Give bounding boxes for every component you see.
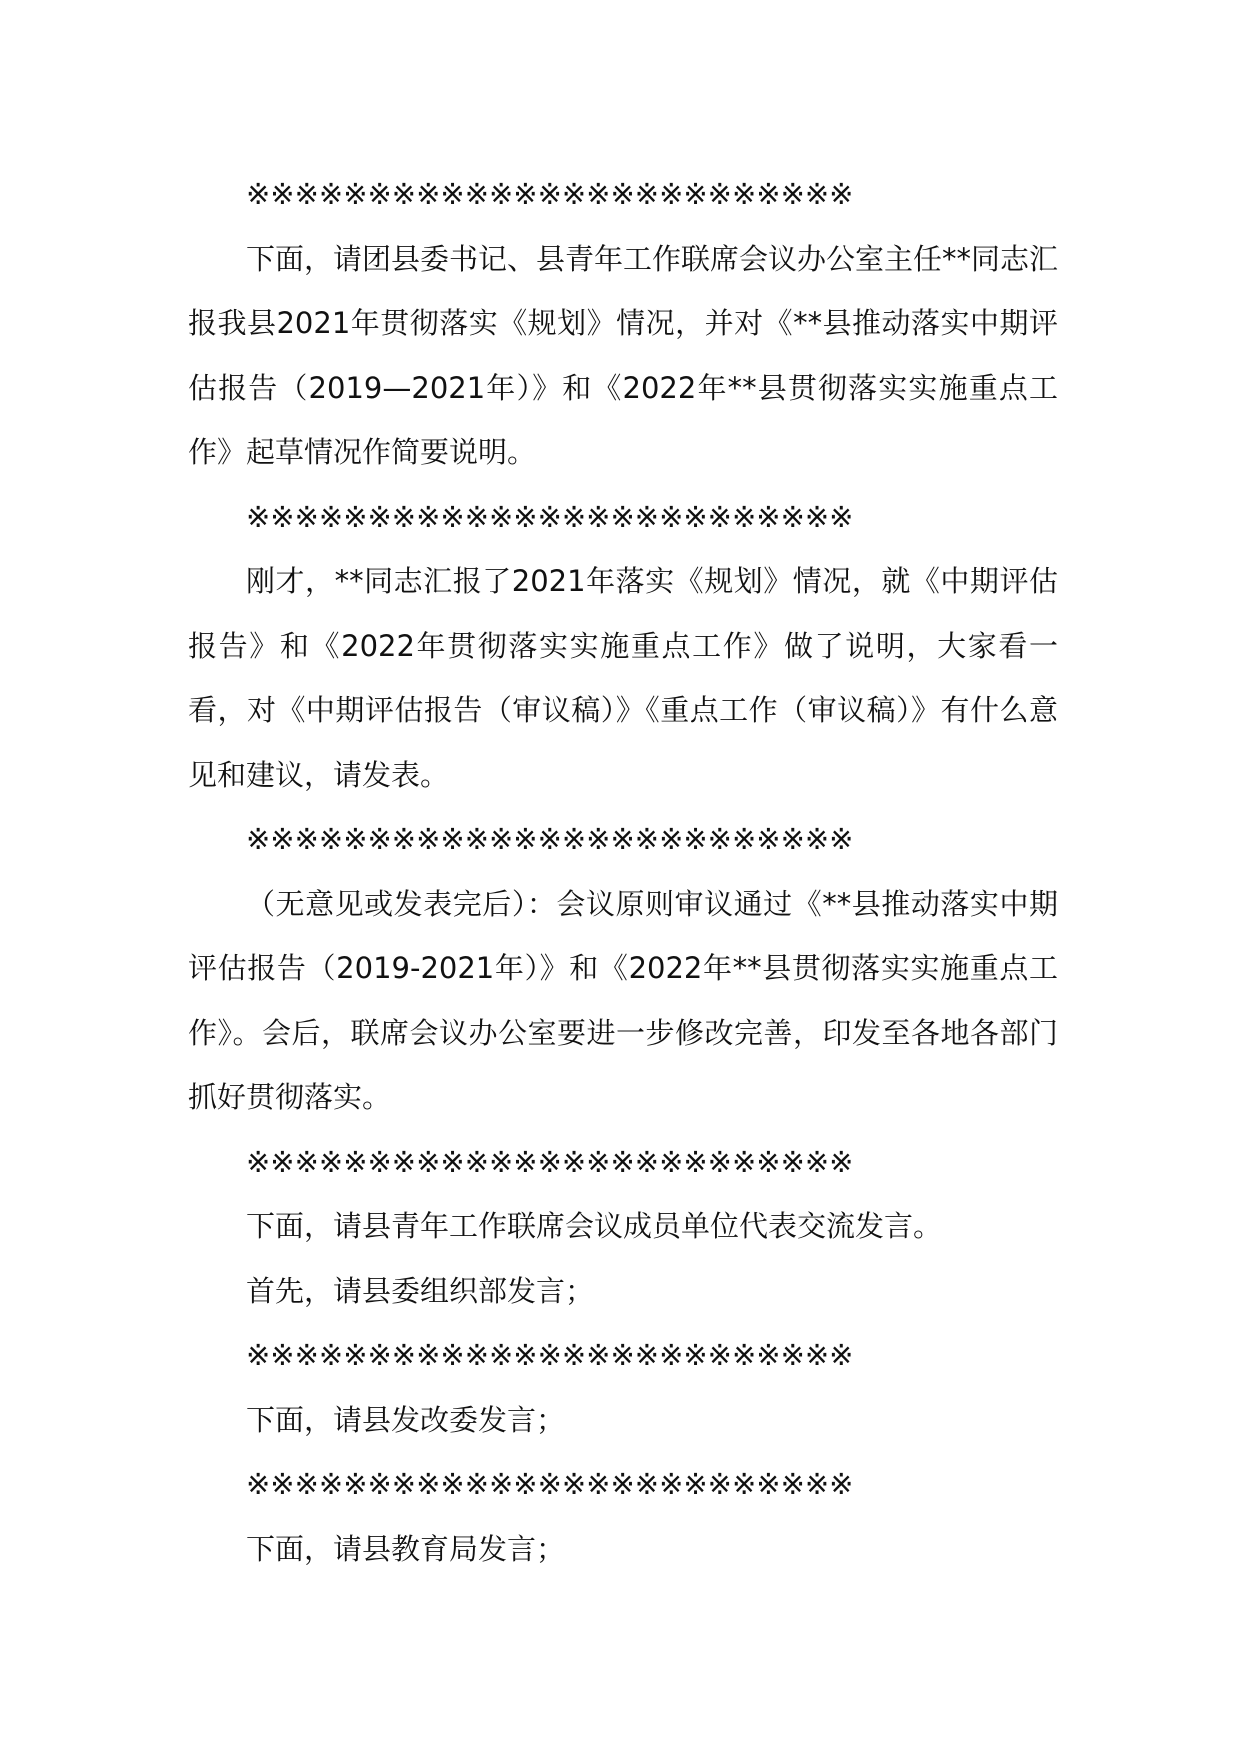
separator-line: ※※※※※※※※※※※※※※※※※※※※※※※※※ [246,499,854,534]
paragraph-report-request: 下面，请团县委书记、县青年工作联席会议办公室主任**同志汇报我县2021年贯彻落实《规划》情况，并对《**县推动落实中期评估报告（2019—2021年）》和《2022年**县贯彻落实实施重点工作》起草情况作简要说明。 [188,241,1059,469]
separator-line: ※※※※※※※※※※※※※※※※※※※※※※※※※ [246,177,854,211]
separator-line: ※※※※※※※※※※※※※※※※※※※※※※※※※ [246,822,854,856]
paragraph-exchange-intro: 下面，请县青年工作联席会议成员单位代表交流发言。 [246,1209,943,1243]
separator-line: ※※※※※※※※※※※※※※※※※※※※※※※※※ [246,1144,854,1179]
paragraph-organization-dept: 首先，请县委组织部发言； [246,1273,595,1308]
separator-line: ※※※※※※※※※※※※※※※※※※※※※※※※※ [246,1467,854,1501]
paragraph-discussion-request: 刚才，**同志汇报了2021年落实《规划》情况，就《中期评估报告》和《2022年贯彻落实实施重点工作》做了说明，大家看一看，对《中期评估报告（审议稿）》《重点工作（审议稿）》有什么意见和建议，请发表。 [188,564,1058,792]
document-body [188,162,1058,1581]
separator-line: ※※※※※※※※※※※※※※※※※※※※※※※※※ [246,1338,854,1372]
paragraph-approval: （无意见或发表完后）：会议原则审议通过《**县推动落实中期评估报告（2019-2021年）》和《2022年**县贯彻落实实施重点工作》。会后，联席会议办公室要进一步修改完善，印发至各地各部门抓好贯彻落实。 [188,886,1058,1114]
paragraph-education-bureau: 下面，请县教育局发言； [246,1531,566,1566]
paragraph-development-commission: 下面，请县发改委发言； [246,1402,566,1437]
